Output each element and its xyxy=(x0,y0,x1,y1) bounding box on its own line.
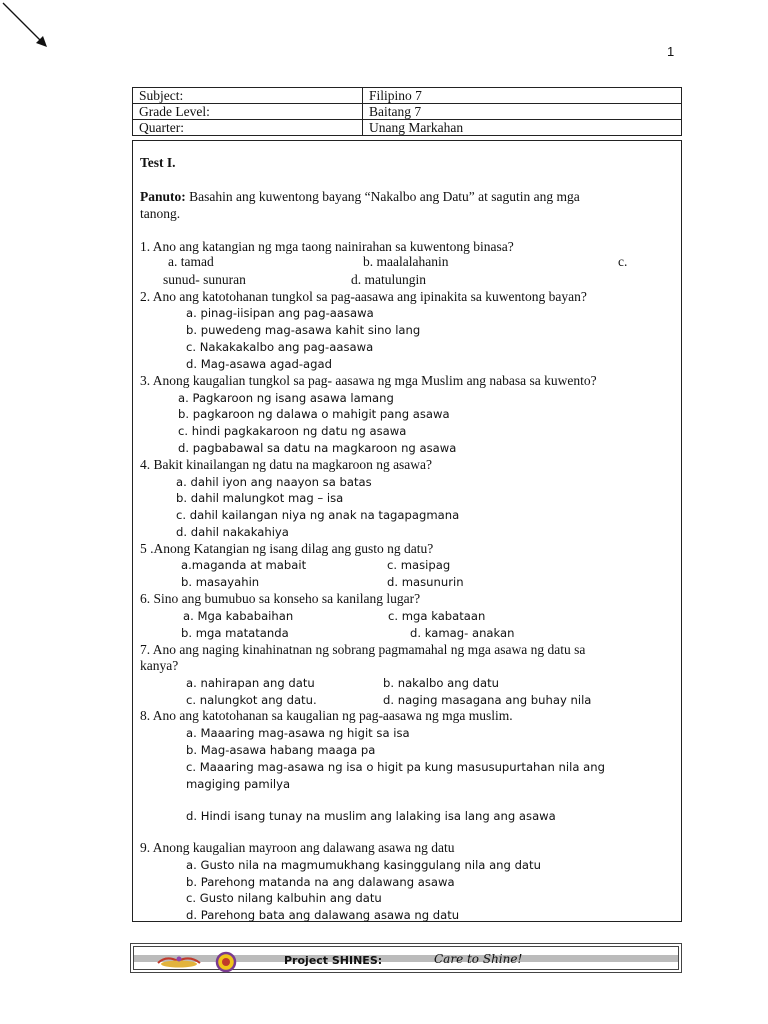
instructions-text-line2: tanong. xyxy=(140,206,181,221)
question-5-option-c: c. masipag xyxy=(387,558,451,572)
question-8-stem: 8. Ano ang katotohanan sa kaugalian ng pag-aasawa ng mga muslim. xyxy=(140,708,513,723)
question-5-option-a: a.maganda at mabait xyxy=(181,558,307,572)
question-4-stem: 4. Bakit kinailangan ng datu na magkaroon ng asawa? xyxy=(140,457,433,472)
question-1-option-b: b. maalalahanin xyxy=(363,254,449,269)
question-8-option-c-line2: magiging pamilya xyxy=(186,777,291,791)
grade-level-row xyxy=(133,104,682,120)
question-6-option-d: d. kamag- anakan xyxy=(410,626,515,640)
question-2-stem: 2. Ano ang katotohanan tungkol sa pag-aasawa ang ipinakita sa kuwentong bayan? xyxy=(140,289,587,304)
quarter-row xyxy=(133,120,682,136)
question-2-option-b: b. puwedeng mag-asawa kahit sino lang xyxy=(186,323,421,337)
project-tagline: Care to Shine! xyxy=(434,952,523,966)
question-1-option-a: a. tamad xyxy=(168,254,214,269)
question-7-stem: 7. Ano ang naging kinahinatnan ng sobrang pagmamahal ng mga asawa ng datu sa xyxy=(140,642,586,657)
subject-info-table xyxy=(132,87,682,136)
question-8-option-a: a. Maaaring mag-asawa ng higit sa isa xyxy=(186,726,410,740)
question-1-option-c: sunud- sunuran xyxy=(163,272,246,287)
test-title: Test I. xyxy=(140,155,176,170)
question-5-option-b: b. masayahin xyxy=(181,575,260,589)
instructions-label: Panuto: xyxy=(140,189,186,204)
arrow-cursor-icon xyxy=(0,0,60,60)
question-3-option-b: b. pagkaroon ng dalawa o mahigit pang asawa xyxy=(178,407,450,421)
deped-seal-icon xyxy=(214,951,238,973)
instructions xyxy=(140,189,580,205)
question-8-option-b: b. Mag-asawa habang maaga pa xyxy=(186,743,376,757)
question-9-option-a: a. Gusto nila na magmumukhang kasinggulang nila ang datu xyxy=(186,858,541,872)
page-number: 1 xyxy=(667,44,675,59)
question-5-stem: 5 .Anong Katangian ng isang dilag ang gusto ng datu? xyxy=(140,541,434,556)
question-6-option-c: c. mga kabataan xyxy=(388,609,486,623)
footer-inner-frame xyxy=(133,946,679,970)
quarter-value: Unang Markahan xyxy=(363,120,682,136)
question-6-stem: 6. Sino ang bumubuo sa konseho sa kanilang lugar? xyxy=(140,591,421,606)
question-7-option-a: a. nahirapan ang datu xyxy=(186,676,315,690)
school-logo-icon xyxy=(156,953,202,969)
grade-level-label: Grade Level: xyxy=(133,104,363,120)
question-3-option-d: d. pagbabawal sa datu na magkaroon ng asawa xyxy=(178,441,457,455)
question-4-option-a: a. dahil iyon ang naayon sa batas xyxy=(176,475,372,489)
project-name: Project SHINES: xyxy=(284,954,383,967)
question-9-option-b: b. Parehong matanda na ang dalawang asawa xyxy=(186,875,455,889)
question-2-option-a: a. pinag-iisipan ang pag-aasawa xyxy=(186,306,374,320)
grade-level-value: Baitang 7 xyxy=(363,104,682,120)
question-3-stem: 3. Anong kaugalian tungkol sa pag- aasawa ng mga Muslim ang nabasa sa kuwento? xyxy=(140,373,597,388)
question-7-option-b: b. nakalbo ang datu xyxy=(383,676,500,690)
question-1-option-d: d. matulungin xyxy=(351,272,426,287)
question-6-option-a: a. Mga kababaihan xyxy=(183,609,294,623)
question-1-stem: 1. Ano ang katangian ng mga taong nainirahan sa kuwentong binasa? xyxy=(140,239,514,254)
question-3-option-a: a. Pagkaroon ng isang asawa lamang xyxy=(178,391,394,405)
question-8-option-d: d. Hindi isang tunay na muslim ang lalaking isa lang ang asawa xyxy=(186,809,556,823)
subject-row xyxy=(133,88,682,104)
question-9-option-d: d. Parehong bata ang dalawang asawa ng datu xyxy=(186,908,460,922)
question-9-option-c: c. Gusto nilang kalbuhin ang datu xyxy=(186,891,382,905)
instructions-text: Basahin ang kuwentong bayang “Nakalbo ang Datu” at sagutin ang mga xyxy=(189,189,580,204)
question-4-option-c: c. dahil kailangan niya ng anak na tagapagmana xyxy=(176,508,460,522)
question-7-stem-line2: kanya? xyxy=(140,658,179,673)
question-4-option-b: b. dahil malungkot mag – isa xyxy=(176,491,344,505)
question-4-option-d: d. dahil nakakahiya xyxy=(176,525,289,539)
question-8-option-c: c. Maaaring mag-asawa ng isa o higit pa kung masusupurtahan nila ang xyxy=(186,760,605,774)
question-1-option-c-marker: c. xyxy=(618,254,628,269)
question-2-option-d: d. Mag-asawa agad-agad xyxy=(186,357,332,371)
subject-label: Subject: xyxy=(133,88,363,104)
question-7-option-d: d. naging masagana ang buhay nila xyxy=(383,693,592,707)
question-7-option-c: c. nalungkot ang datu. xyxy=(186,693,317,707)
question-3-option-c: c. hindi pagkakaroon ng datu ng asawa xyxy=(178,424,407,438)
question-5-option-d: d. masunurin xyxy=(387,575,464,589)
question-9-stem: 9. Anong kaugalian mayroon ang dalawang asawa ng datu xyxy=(140,840,455,855)
question-6-option-b: b. mga matatanda xyxy=(181,626,289,640)
footer-banner xyxy=(130,943,682,973)
quarter-label: Quarter: xyxy=(133,120,363,136)
question-2-option-c: c. Nakakakalbo ang pag-aasawa xyxy=(186,340,374,354)
subject-value: Filipino 7 xyxy=(363,88,682,104)
